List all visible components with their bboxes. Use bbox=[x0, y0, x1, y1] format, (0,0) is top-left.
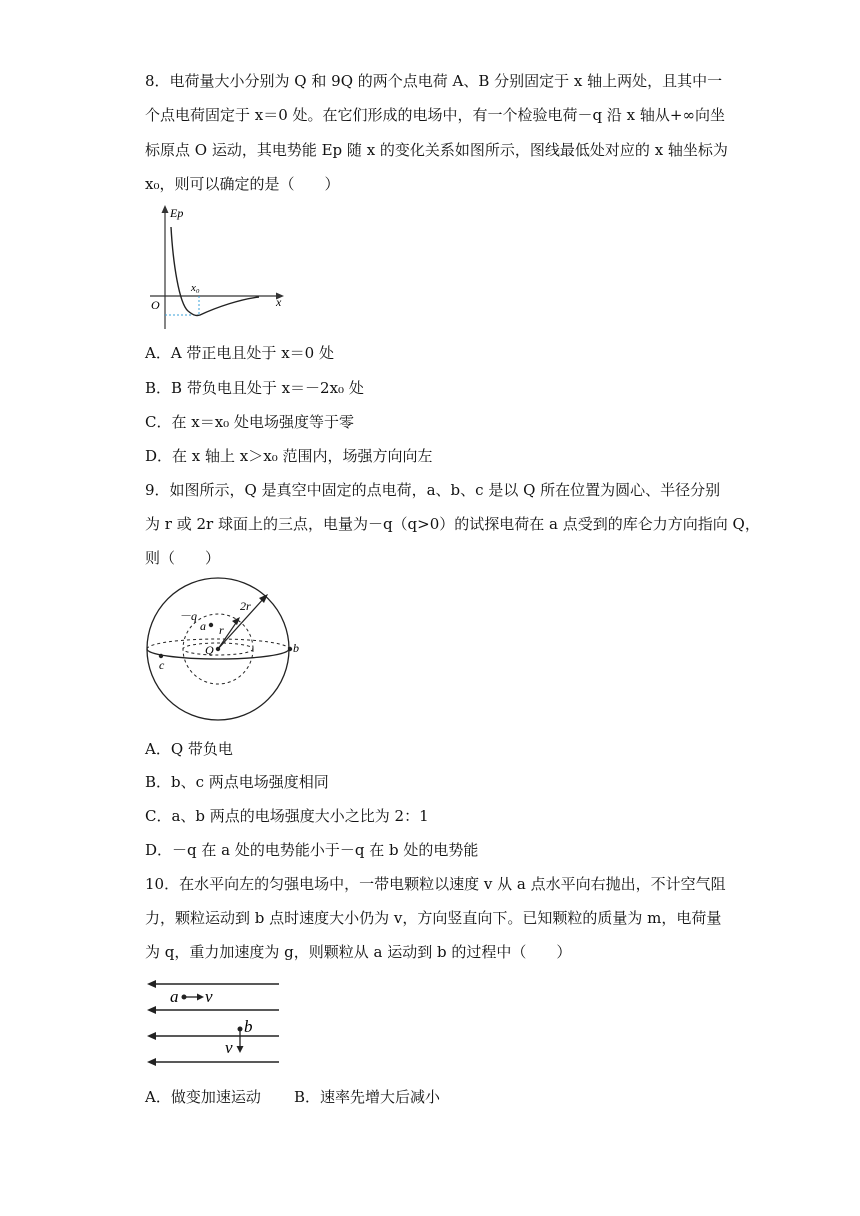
q9-charge-label: －q bbox=[179, 609, 198, 623]
q10-option-b: B．速率先增大后减小 bbox=[294, 1088, 441, 1106]
q10-b-label: b bbox=[244, 1017, 253, 1036]
q9-a-label: a bbox=[200, 619, 206, 633]
q9-stem-line-2: 为 r 或 2r 球面上的三点，电量为－q（q>0）的试探电荷在 a 点受到的库仑力方向指向 Q， bbox=[145, 515, 760, 533]
q10-option-a: A．做变加速运动 bbox=[145, 1088, 261, 1106]
q8-y-axis-arrow bbox=[162, 205, 169, 213]
q8-option-a: A．A 带正电且处于 x＝0 处 bbox=[145, 344, 334, 362]
q10-field-arrow-1 bbox=[147, 980, 156, 988]
q9-Q-label: Q bbox=[205, 643, 214, 657]
q8-option-b: B．B 带负电且处于 x＝－2x₀ 处 bbox=[145, 379, 364, 397]
q9-stem-line-1: 9．如图所示，Q 是真空中固定的点电荷，a、b、c 是以 Q 所在位置为圆心、半径分别 bbox=[145, 481, 721, 499]
q9-charge-Q-dot bbox=[216, 647, 220, 651]
q10-stem-line-1: 10．在水平向左的匀强电场中，一带电颗粒以速度 v 从 a 点水平向右抛出，不计空气阻 bbox=[145, 875, 726, 893]
q10-field-figure bbox=[143, 972, 283, 1072]
q9-c-label: c bbox=[159, 658, 165, 672]
q9-option-a: A．Q 带负电 bbox=[145, 740, 233, 758]
q8-stem-line-3: 标原点 O 运动，其电势能 Ep 随 x 的变化关系如图所示，图线最低处对应的 x 轴坐标为 bbox=[145, 141, 728, 159]
q9-option-c: C．a、b 两点的电场强度大小之比为 2：1 bbox=[145, 807, 429, 825]
q8-ylabel: Ep bbox=[170, 206, 184, 220]
q8-energy-curve bbox=[171, 227, 259, 316]
q8-origin-label: O bbox=[151, 298, 160, 312]
q8-xlabel: x bbox=[276, 295, 282, 309]
q9-option-b: B．b、c 两点电场强度相同 bbox=[145, 773, 329, 791]
q9-2r-label: 2r bbox=[240, 599, 251, 613]
q9-stem-line-3: 则（ ） bbox=[145, 549, 221, 567]
q8-energy-graph bbox=[145, 203, 290, 333]
q10-field-arrow-2 bbox=[147, 1006, 156, 1014]
q10-va-label: v bbox=[205, 987, 213, 1006]
q10-stem-line-2: 力，颗粒运动到 b 点时速度大小仍为 v，方向竖直向下。已知颗粒的质量为 m，电荷量 bbox=[145, 909, 722, 927]
q10-vb-label: v bbox=[225, 1038, 233, 1057]
q9-b-label: b bbox=[293, 641, 299, 655]
q10-field-arrow-3 bbox=[147, 1032, 156, 1040]
q10-a-label: a bbox=[170, 987, 179, 1006]
q9-r-label: r bbox=[219, 623, 224, 637]
q9-point-b-dot bbox=[288, 647, 292, 651]
q10-stem-line-3: 为 q，重力加速度为 g，则颗粒从 a 运动到 b 的过程中（ ） bbox=[145, 943, 572, 961]
q8-stem-line-2: 个点电荷固定于 x＝0 处。在它们形成的电场中，有一个检验电荷－q 沿 x 轴从+∞向坐 bbox=[145, 106, 725, 124]
q9-point-a-dot bbox=[209, 623, 213, 627]
q9-option-d: D．－q 在 a 处的电势能小于－q 在 b 处的电势能 bbox=[145, 841, 479, 859]
q9-sphere-figure bbox=[143, 576, 308, 728]
q8-stem-line-1: 8．电荷量大小分别为 Q 和 9Q 的两个点电荷 A、B 分别固定于 x 轴上两处，且其中一 bbox=[145, 72, 723, 90]
q8-stem-line-4: x₀，则可以确定的是（ ） bbox=[145, 175, 340, 193]
q8-x0-label: x₀ bbox=[191, 282, 200, 294]
q8-option-c: C．在 x＝x₀ 处电场强度等于零 bbox=[145, 413, 354, 431]
q10-velocity-a-arrow bbox=[197, 994, 204, 1001]
q10-velocity-b-arrow bbox=[237, 1046, 244, 1053]
q8-option-d: D．在 x 轴上 x＞x₀ 范围内，场强方向向左 bbox=[145, 447, 433, 465]
q10-field-arrow-4 bbox=[147, 1058, 156, 1066]
